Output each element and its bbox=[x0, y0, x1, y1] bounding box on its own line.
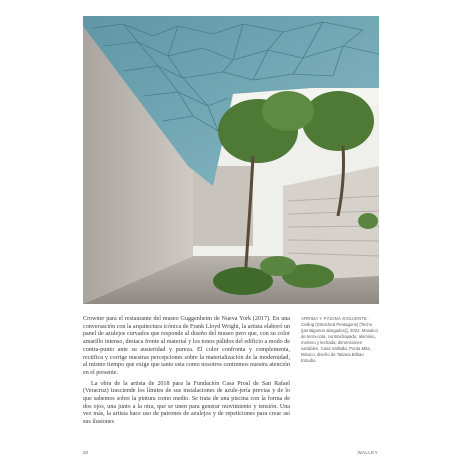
page-number: 20 bbox=[83, 450, 89, 455]
body-paragraph-1: Crowner para el restaurante del museo Guggenheim de Nueva York (2017). En una conversación con la arquitectura icónica de Frank Lloyd Wright, la artista elaboró un panel de azulejos curvados que responde al diseño del museo pero que, con su color amarillo intenso, destaca frente al material y los tonos pálidos del edificio a modo de contra-punto ante su austeridad y pureza. El color confronta y complementa, rectifica y corrige nuestras percepciones sobre la materialización de la modernidad, al mismo tiempo que exige que tanto esta como nosotros centremos nuestra atención en el presente. bbox=[83, 316, 290, 376]
body-paragraph-2: La obra de la artista de 2018 para la Fundación Casa Proal de San Rafael (Veracruz) trasciende los límites de sus instalaciones de azule-jería previas y de lo que sabemos sobre la pintura como medio. Se trata de una piscina con la forma de dos ojos, una junto a la otra, que se unen para generar movimiento y tensión. Una vez más, la artista hace uso de patrones de azulejos y de repeticiones para crear así sus ilusiones bbox=[83, 380, 290, 426]
courtyard-ceiling-photo bbox=[83, 16, 379, 304]
photo-illustration bbox=[83, 16, 379, 304]
publisher-name: WALLEY bbox=[357, 450, 378, 455]
body-text-column bbox=[83, 316, 290, 427]
caption-text: Ceiling (Stretched Pentagons) [Techo (pentágonos alargados)], 2022. Mosaico de terra-cota, contrachapado, aluminio, mortero y lechada; dimensiones variables. Casa Valhalla, Punta Mita, México; diseño de Tatiana Bilbao Estudio. bbox=[301, 322, 378, 363]
photo-caption: ARRIBA Y PÁGINA SIGUIENTE · Ceiling (Stretched Pentagons) [Techo (pentágonos alargados)], 2022. Mosaico de terra-cota, contrachapado, aluminio, mortero y lechada; dimensiones variables. Casa Valhalla, Punta Mita, México; diseño de Tatiana Bilbao Estudio. bbox=[301, 316, 378, 363]
caption-head: ARRIBA Y PÁGINA SIGUIENTE bbox=[301, 316, 368, 321]
